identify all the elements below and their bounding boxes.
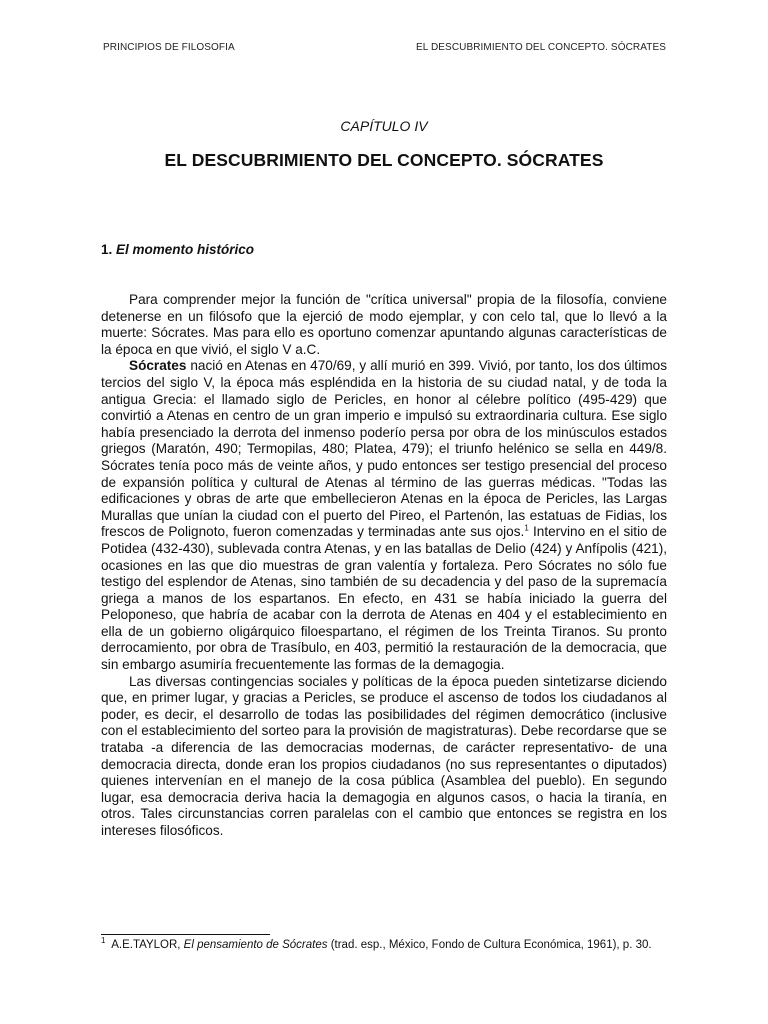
- body-text: [101, 292, 667, 840]
- running-header-right: EL DESCUBRIMIENTO DEL CONCEPTO. SÓCRATES: [416, 42, 666, 53]
- paragraph-2: [101, 358, 667, 673]
- section-title: El momento histórico: [116, 242, 255, 257]
- footnote: [101, 938, 681, 952]
- footnote-work-title: El pensamiento de Sócrates: [183, 939, 328, 951]
- paragraph-3: Las diversas contingencias sociales y políticas de la época pueden sintetizarse diciendo que, en primer lugar, y gracias a Pericles, se produce el ascenso de todos los ciudadanos al poder, es decir, el desarrollo de todas las posibilidades del régimen democrático (inclusive con el establecimiento del sorteo para la provisión de magistraturas). Debe recordarse que se trataba -a diferencia de las democracias modernas, de carácter representativo- de una democracia directa, donde eran los propios ciudadanos (no sus representantes o diputados) quienes intervenían en el manejo de la cosa pública (Asamblea del pueblo). En segundo lugar, esa democracia deriva hacia la demagogia en algunos casos, o hacia la tiranía, en otros. Tales circunstancias corren paralelas con el cambio que entonces se registra en los intereses filosóficos.: [101, 673, 667, 838]
- paragraph-2-lead: Sócrates: [129, 358, 187, 374]
- section-heading: [101, 242, 254, 257]
- footnote-number: 1: [101, 936, 106, 946]
- footnote-reference[interactable]: 1: [524, 523, 529, 533]
- footnote-author: A.E.TAYLOR,: [111, 939, 184, 951]
- paragraph-2-part-b: Intervino en el sitio de Potidea (432-430), sublevada contra Atenas, y en las batallas de Delio (424) y Anfípolis (421), ocasiones en las que dio muestras de gran valentía y fortaleza. Pero Sócrates no sólo fue testigo del esplendor de Atenas, sino también de su decadencia y del paso de la supremacía griega a manos de los espartanos. En efecto, en 431 se había iniciado la guerra del Peloponeso, que habría de acabar con la derrota de Atenas en 404 y el establecimiento en ella de un gobierno oligárquico filoespartano, el régimen de los Treinta Tiranos. Su pronto derrocamiento, por obra de Trasíbulo, en 403, permitió la restauración de la democracia, que sin embargo asumiría frecuentemente las formas de la demagogia.: [101, 524, 667, 673]
- section-number: 1.: [101, 242, 113, 257]
- footnote-citation: (trad. esp., México, Fondo de Cultura Económica, 1961), p. 30.: [327, 939, 652, 951]
- chapter-title: EL DESCUBRIMIENTO DEL CONCEPTO. SÓCRATES: [164, 150, 604, 170]
- paragraph-2-part-a: nació en Atenas en 470/69, y allí murió en 399. Vivió, por tanto, los dos últimos tercios del siglo V, la época más espléndida en la historia de su ciudad natal, y de toda la antigua Grecia: el llamado siglo de Pericles, en honor al célebre político (495-429) que convirtió a Atenas en centro de un gran imperio e impulsó su extraordinaria cultura. Ese siglo había presenciado la derrota del inmenso poderío persa por obra de los minúsculos estados griegos (Maratón, 490; Termopilas, 480; Platea, 479); el triunfo helénico se sella en 449/8. Sócrates tenía poco más de veinte años, y pudo entonces ser testigo presencial del proceso de expansión política y cultural de Atenas al término de las guerras médicas. "Todas las edificaciones y obras de arte que embellecieron Atenas en la época de Pericles, las Largas Murallas que unían la ciudad con el puerto del Pireo, el Partenón, las estatuas de Fidias, los frescos de Polignoto, fueron comenzadas y terminadas ante sus ojos.: [101, 358, 667, 540]
- footnote-divider: [101, 934, 270, 935]
- chapter-label: CAPÍTULO IV: [340, 118, 428, 134]
- paragraph-1: Para comprender mejor la función de "crítica universal" propia de la filosofía, conviene detenerse en un filósofo que la ejerció de modo ejemplar, y con celo tal, que lo llevó a la muerte: Sócrates. Mas para ello es oportuno comenzar apuntando algunas características de la época en que vivió, el siglo V a.C.: [101, 292, 667, 357]
- running-header-left: PRINCIPIOS DE FILOSOFIA: [103, 42, 235, 53]
